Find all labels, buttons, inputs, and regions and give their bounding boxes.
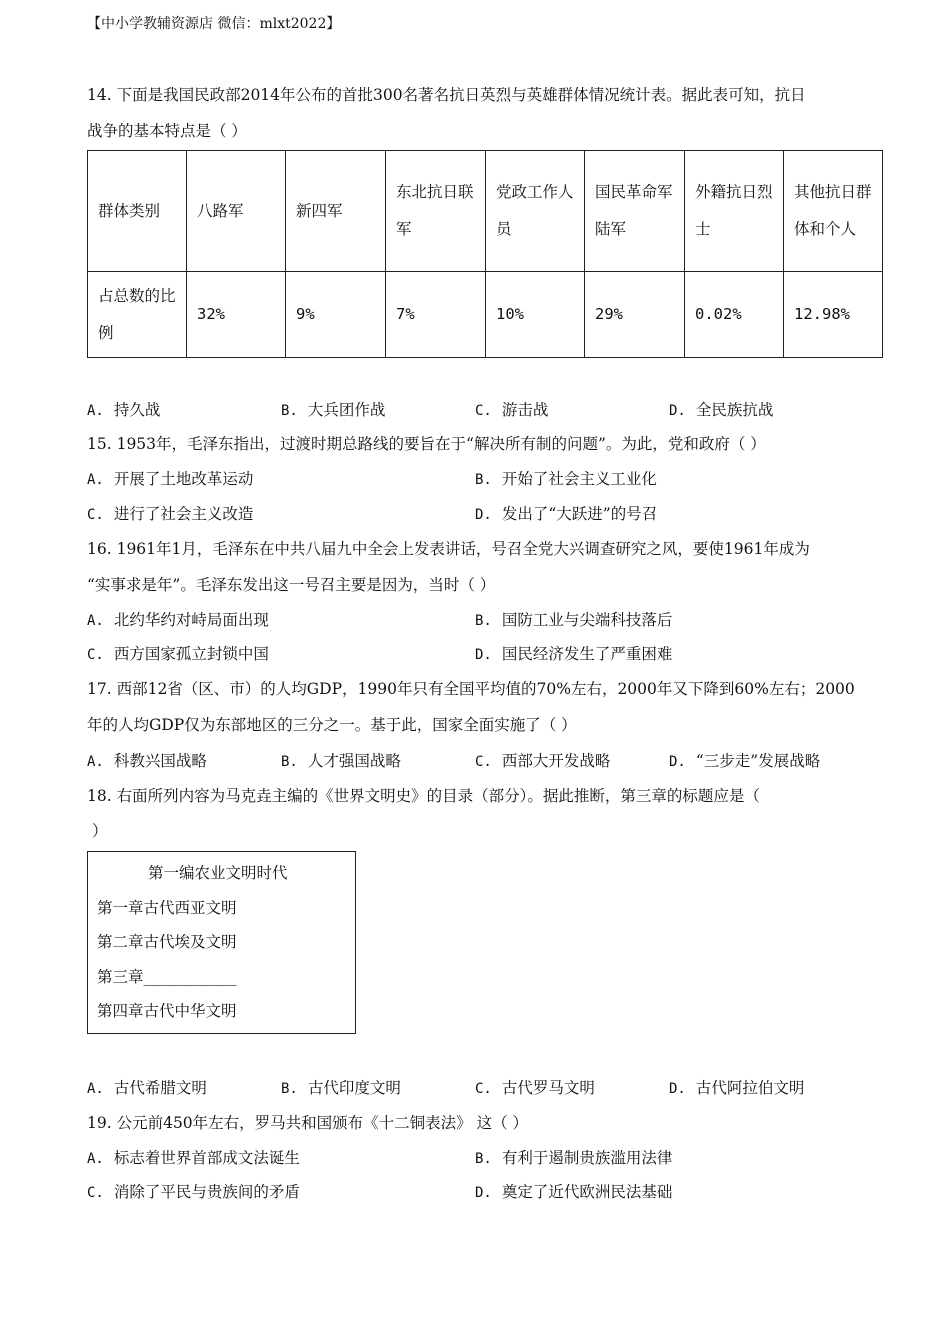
toc-title: 第一编农业文明时代 [148,864,288,882]
q18-stem-line2: ） [92,822,108,840]
toc-chapter-4: 第四章古代中华文明 [97,1002,237,1020]
table-row-categories [88,151,883,272]
q16-option-c[interactable]: C. 西方国家孤立封锁中国 [87,645,269,663]
q15-option-b[interactable]: B. 开始了社会主义工业化 [475,470,657,488]
table-row-values [88,272,883,358]
q19-option-b[interactable]: B. 有利于遏制贵族滥用法律 [475,1149,673,1167]
table-value-cell: 0.02% [685,272,784,358]
q19-option-a[interactable]: A. 标志着世界首部成文法诞生 [87,1149,300,1167]
q15-option-c[interactable]: C. 进行了社会主义改造 [87,505,254,523]
table-value-cell: 7% [386,272,486,358]
q17-option-d[interactable]: D. “三步走”发展战略 [669,752,821,770]
q14-option-c[interactable]: C. 游击战 [475,401,549,419]
toc-chapter-3-blank: 第三章____________ [97,968,237,986]
q18-option-b[interactable]: B. 古代印度文明 [281,1079,401,1097]
toc-chapter-2: 第二章古代埃及文明 [97,933,237,951]
q14-stem-line2: 战争的基本特点是（ ） [87,122,247,140]
toc-chapter-1: 第一章古代西亚文明 [97,899,237,917]
q14-option-d[interactable]: D. 全民族抗战 [669,401,774,419]
q17-stem-line2: 年的人均GDP仅为东部地区的三分之一。基于此，国家全面实施了（ ） [87,716,577,734]
table-category-cell: 国民革命军陆军 [585,151,685,272]
q16-option-d[interactable]: D. 国民经济发生了严重困难 [475,645,673,663]
q17-option-a[interactable]: A. 科教兴国战略 [87,752,207,770]
table-value-cell: 29% [585,272,685,358]
table-category-cell: 新四军 [286,151,386,272]
table-row-label: 占总数的比例 [88,272,187,358]
q15-option-d[interactable]: D. 发出了“大跃进”的号召 [475,505,658,523]
q18-table-of-contents-box [87,851,356,1034]
q18-stem-line1: 18. 右面所列内容为马克垚主编的《世界文明史》的目录（部分）。据此推断，第三章的标题应是（ [87,787,760,805]
q16-option-b[interactable]: B. 国防工业与尖端科技落后 [475,611,673,629]
page-header-watermark: 【中小学教辅资源店 微信：mlxt2022】 [87,16,341,32]
table-category-cell: 东北抗日联军 [386,151,486,272]
q16-stem-line1: 16. 1961年1月，毛泽东在中共八届九中全会上发表讲话，号召全党大兴调查研究之风，要使1961年成为 [87,540,810,558]
q19-option-d[interactable]: D. 奠定了近代欧洲民法基础 [475,1183,673,1201]
table-value-cell: 32% [187,272,286,358]
q19-stem-line1: 19. 公元前450年左右，罗马共和国颁布《十二铜表法》 这（ ） [87,1114,529,1132]
q19-option-c[interactable]: C. 消除了平民与贵族间的矛盾 [87,1183,300,1201]
table-category-cell: 外籍抗日烈士 [685,151,784,272]
q18-option-a[interactable]: A. 古代希腊文明 [87,1079,207,1097]
q15-option-a[interactable]: A. 开展了土地改革运动 [87,470,254,488]
table-header-label: 群体类别 [88,151,187,272]
table-category-cell: 其他抗日群体和个人 [784,151,883,272]
table-value-cell: 9% [286,272,386,358]
q17-option-c[interactable]: C. 西部大开发战略 [475,752,611,770]
table-value-cell: 12.98% [784,272,883,358]
q14-statistics-table [87,150,883,358]
table-value-cell: 10% [486,272,585,358]
q14-option-a[interactable]: A. 持久战 [87,401,161,419]
q14-stem-line1: 14. 下面是我国民政部2014年公布的首批300名著名抗日英烈与英雄群体情况统计表。据此表可知，抗日 [87,86,806,104]
table-category-cell: 八路军 [187,151,286,272]
q16-option-a[interactable]: A. 北约华约对峙局面出现 [87,611,269,629]
q15-stem-line1: 15. 1953年，毛泽东指出，过渡时期总路线的要旨在于“解决所有制的问题”。为此，党和政府（ ） [87,435,766,453]
q16-stem-line2: “实事求是年”。毛泽东发出这一号召主要是因为，当时（ ） [87,576,496,594]
q17-stem-line1: 17. 西部12省（区、市）的人均GDP，1990年只有全国平均值的70%左右，2000年又下降到60%左右；2000 [87,680,855,698]
table-category-cell: 党政工作人员 [486,151,585,272]
q18-option-d[interactable]: D. 古代阿拉伯文明 [669,1079,805,1097]
q17-option-b[interactable]: B. 人才强国战略 [281,752,401,770]
q18-option-c[interactable]: C. 古代罗马文明 [475,1079,595,1097]
q14-option-b[interactable]: B. 大兵团作战 [281,401,386,419]
